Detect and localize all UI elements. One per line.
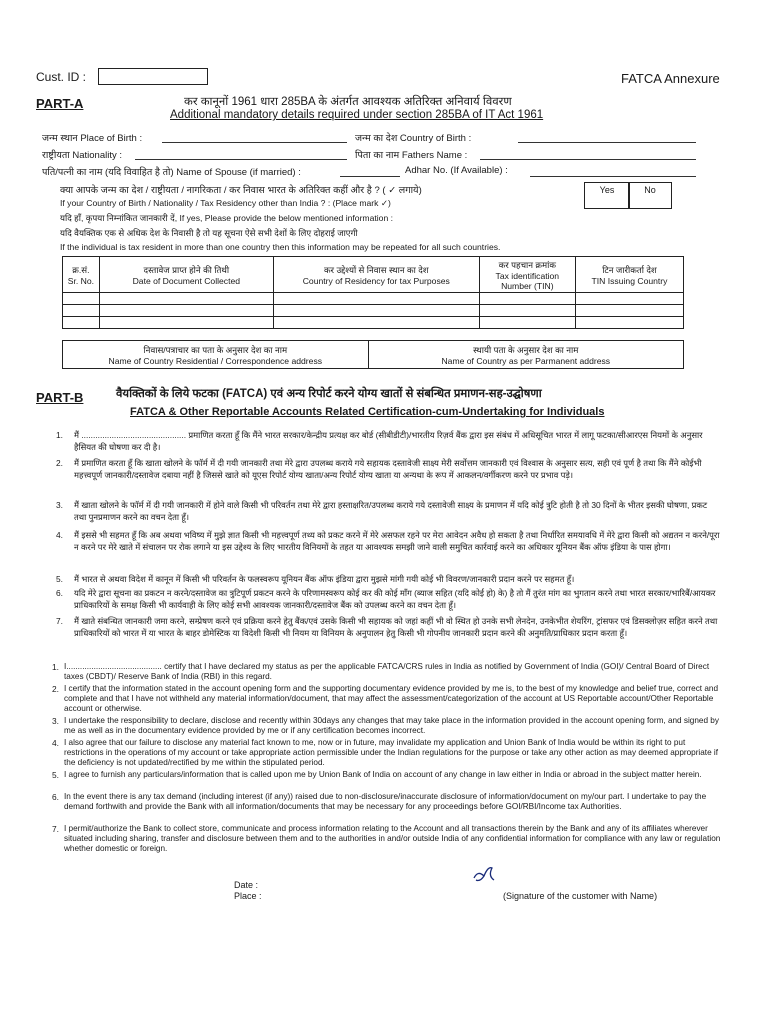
date-label: Date : <box>234 880 259 890</box>
hindi-declaration-7: मैं खाते संबन्धित जानकारी जमा करने, सम्प्रेषण करने एवं प्रक्रिया करने हेतु बैंक/एवं उसके किसी भी सहायक को जहां कहीं भी वो स्थित हो उनके सभी लेनदेन, उनकेभीत शेयरिंग, ट्रांसफर एवं डिसक्लोज़र सहित करने तथा प्राधिकारियों को भारत में या भारत के बाहर डोमेस्टिक या विदेशी किसी भी नियम या विनियम के अनुपालन हेतु किसी भी गोपनीय जानकारी प्रदान करने की अनुमति/प्राधिकार प्रदान करता हूँ। <box>74 616 718 638</box>
col-tin-header: कर पहचान क्रमांक Tax identification Number (TIN) <box>479 257 575 293</box>
english-declaration-1: I.......................................... certify that I have declared my status as per the applicable FATCA/CRS rules in India as notified by Government of India (GOI)/ Central Board of Direct taxes (CBDT)/ Reserve Bank of India (RBI) in this regard. <box>64 662 710 682</box>
col-date-header: दस्तावेज प्राप्त होने की तिथी Date of Document Collected <box>99 257 273 293</box>
question-english: If your Country of Birth / Nationality / Tax Residency other than India ? : (Place mark ✓) <box>60 198 391 208</box>
adhar-label: Adhar No. (If Available) : <box>405 165 508 176</box>
if-yes-instruction: यदि हाँ, कृपया निम्नांकित जानकारी दें, If yes, Please provide the below mentioned information : <box>60 213 393 223</box>
country-of-birth-field[interactable] <box>518 142 696 143</box>
place-of-birth-label: जन्म स्थान Place of Birth : <box>42 133 143 144</box>
part-b-label: PART-B <box>36 390 84 405</box>
fathers-name-field[interactable] <box>480 159 696 160</box>
hindi-declaration-3: मैं खाता खोलने के फॉर्म में दी गयी जानकारी में होने वाले किसी भी परिवर्तन तथा मेरे द्वारा हस्ताक्षरित/उपलब्ध कराये गये दस्तावेजी साक्ष्य के प्रमाणन में यदि कोई त्रुटि होती है तो 30 दिनों के भीतर इसकी घोषणा, प्रकट तथा पुनप्रमाणन करने का वचन देता हूँ। <box>74 500 708 522</box>
tax-residency-table <box>62 256 684 329</box>
yes-checkbox[interactable] <box>584 182 630 209</box>
part-b-title-hindi: वैयक्तिकों के लिये फटका (FATCA) एवं अन्य रिपोर्ट करने योग्य खातों से संबन्धित प्रमाणन-सह-उद्घोषणा <box>116 388 542 400</box>
table-row[interactable] <box>63 305 684 317</box>
adhar-field[interactable] <box>530 176 696 177</box>
part-b-title-english: FATCA & Other Reportable Accounts Related Certification-cum-Undertaking for Individuals <box>130 406 605 418</box>
country-of-birth-label: जन्म का देश Country of Birth : <box>355 133 472 144</box>
question-hindi: क्या आपके जन्म का देश / राष्ट्रीयता / नागरिकता / कर निवास भारत के अतिरिक्त कहीं और है ? ( ✓ लगाये) <box>60 185 422 196</box>
part-a-label: PART-A <box>36 96 84 111</box>
signature-mark <box>470 864 498 886</box>
english-declaration-2: I certify that the information stated in the account opening form and the supporting documentary evidence provided by me is, to the best of my knowledge and belief true, correct and complete and that I have not withheld any material information/document, that may affect the assessment/categorization of the account at US Reportable account/Other Reportable account or otherwise. <box>64 684 719 714</box>
part-a-title-hindi: कर कानूनों 1961 धारा 285BA के अंतर्गत आवश्यक अतिरिक्त अनिवार्य विवरण <box>184 96 512 108</box>
english-declaration-4: I also agree that our failure to disclose any material fact known to me, now or in future, may invalidate my application and Union Bank of India would be within its right to put restrictions in the operations of my account or take appropriate action permissible under the Indian regulations for the purpose or take any other action as may deemed appropriate if the deficiency is not updated/rectified by me within the stipulated period. <box>64 738 719 768</box>
col-tin-country-header: टिन जारीकर्ता देश TIN Issuing Country <box>576 257 684 293</box>
hindi-declaration-2: मैं प्रमाणित करता हूँ कि खाता खोलने के फॉर्म में दी गयी जानकारी तथा मेरे द्वारा उपलब्ध कराये गये सहायक दस्तावेजी साक्ष्य मेरी सर्वोत्तम जानकारी एवं विश्वास के अनुसार सत्य, सही एवं पूर्ण है तथा कि मैंने कोईभी महत्त्वपूर्ण जानकारी/दस्तावेज दबाया नहीं है जिससे खाते को यूएस रिपोर्ट योग्य खाता/अन्य रिपोर्ट योग्य खाता या अन्यथा के रूप में आकलन/वर्गीकरण करने पर प्रभाव पड़े। <box>74 458 702 480</box>
nationality-field[interactable] <box>135 159 347 160</box>
hindi-declaration-6: यदि मेरे द्वारा सूचना का प्रकटन न करने/दस्तावेज का त्रुटिपूर्ण प्रकटन करने के परिणामस्वरूप कोई कर की कोई माँग (ब्याज सहित (यदि कोई हो) के) है तो मैं तुरंत मांग का भुगतान करने तथा भारत सरकार/भारिबैं/आयकर प्राधिकारियों के समक्ष किसी भी कार्यवाही के लिए कोई सभी आवश्यक जानकारी/दस्तावेज बैंक को उपलब्ध करने का वचन देता हूँ। <box>74 588 716 610</box>
fathers-name-label: पिता का नाम Fathers Name : <box>355 150 468 161</box>
spouse-name-field[interactable] <box>340 176 400 177</box>
permanent-country-header: स्थायी पता के अनुसार देश का नाम Name of Country as per Parmanent address <box>368 341 683 369</box>
english-declaration-6: In the event there is any tax demand (including interest (if any)) raised due to non-disclosure/inaccurate disclosure of information/document on my/our part. I undertake to pay the demand forthwith and provide the Bank with all information/documents that may be necessary for any proceedings before GOI/RBI/Income tax Authorities. <box>64 792 707 812</box>
col-country-residency-header: कर उद्देश्यों से निवास स्थान का देश Country of Residency for tax Purposes <box>273 257 479 293</box>
no-label: No <box>644 185 656 195</box>
hindi-declaration-4: मैं इससे भी सहमत हूँ कि अब अथवा भविष्य में मुझे ज्ञात किसी भी महत्त्वपूर्ण तथ्य को प्रकट करने में मेरे असफल रहने पर मेरा आवेदन अवैध हो सकता है तथा निर्धारित समयावधि में मेरे द्वारा किसी को अद्यतन न करने/पूरा न करने पर मेरे खाते में संचालन पर रोक लगाने या इस उद्देश्य के लिए भारतीय विनियमों के तहत या आवश्यक समझी जाने वाली समुचित कार्रवाई करने का अधिकार यूनियन बैंक ऑफ इंडिया के पास होगा। <box>74 530 720 552</box>
no-checkbox[interactable] <box>628 182 672 209</box>
place-label: Place : <box>234 891 262 901</box>
cust-id-label: Cust. ID : <box>36 70 87 84</box>
multi-country-english: If the individual is tax resident in more than one country then this information may be repeated for all such countries. <box>60 242 501 252</box>
yes-label: Yes <box>599 185 615 195</box>
signature-label: (Signature of the customer with Name) <box>503 891 658 901</box>
part-a-title-english: Additional mandatory details required under section 285BA of IT Act 1961 <box>170 109 544 121</box>
english-declaration-3: I undertake the responsibility to declare, disclose and recently within 30days any changes that may take place in the information provided in the account opening form, and signed by me as well as in the documentary evidence provided by me or if any certification becomes incorrect. <box>64 716 719 736</box>
cust-id-field[interactable] <box>98 68 208 85</box>
address-country-table <box>62 340 684 369</box>
english-declaration-5: I agree to furnish any particulars/information that is called upon me by Union Bank of India on account of any change in law either in India or abroad in the subject matter herein. <box>64 770 702 779</box>
place-of-birth-field[interactable] <box>162 142 347 143</box>
col-sr-no-header: क्र.सं. Sr. No. <box>63 257 100 293</box>
hindi-declaration-1: मैं ............................................. प्रमाणित करता हूँ कि मैंने भारत सरकार/केन्द्रीय प्रत्यक्ष कर बोर्ड (सीबीडीटी)/भारतीय रिज़र्व बैंक द्वारा इस संबंध में अधिसूचित भारत में लागू फटका/सीआरएस नियमों के अनुसार हैसियत की घोषणा कर दी है। <box>74 430 703 452</box>
multi-country-hindi: यदि वैयक्तिक एक से अधिक देश के निवासी है तो यह सूचना ऐसे सभी देशों के लिए दोहराई जाएगी <box>60 228 358 238</box>
table-row[interactable] <box>63 293 684 305</box>
nationality-label: राष्ट्रीयता Nationality : <box>42 150 123 161</box>
fatca-annexure-label: FATCA Annexure <box>621 71 720 86</box>
hindi-declaration-5: मैं भारत से अथवा विदेश में कानून में किसी भी परिवर्तन के फलस्वरूप यूनियन बैंक ऑफ इंडिया द्वारा मुझसे मांगी गयी कोई भी विवरण/जानकारी प्रदान करने पर सहमत हूँ। <box>74 574 575 584</box>
residential-country-header: निवास/पत्राचार का पता के अनुसार देश का नाम Name of Country Residential / Correspondence address <box>63 341 369 369</box>
english-declaration-7: I permit/authorize the Bank to collect store, communicate and process information relating to the Account and all transactions therein by the Bank and any of its affiliates wherever situated including sharing, transfer and disclosure between them and to the authorities in and/or outside India of any confidential information for compliance with any law or regulation whether domestic or foreign. <box>64 824 721 854</box>
table-row[interactable] <box>63 317 684 329</box>
spouse-name-label: पति/पत्नी का नाम (यदि विवाहित है तो) Name of Spouse (if married) : <box>42 167 301 178</box>
